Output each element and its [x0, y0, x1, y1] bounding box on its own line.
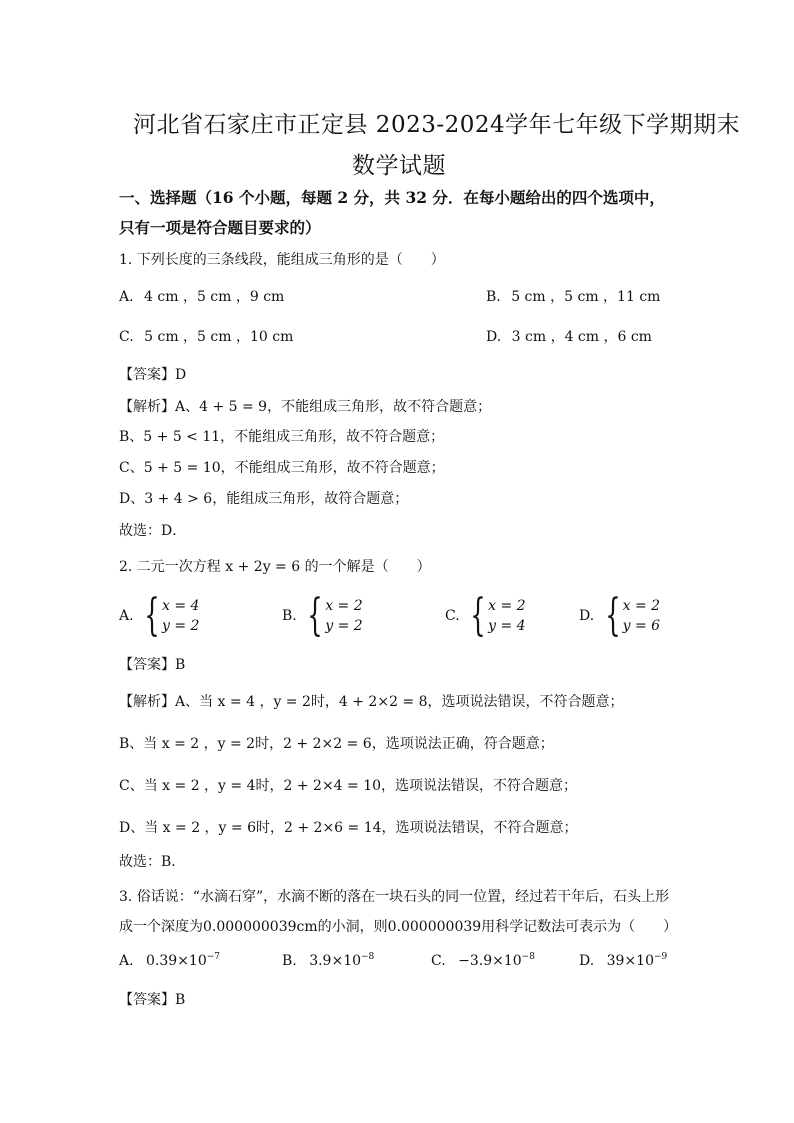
- q2-option-b-row1: x = 2: [325, 598, 363, 614]
- q3-option-b-exp: −8: [361, 952, 375, 962]
- q2-option-a-row2: y = 2: [162, 618, 200, 634]
- q2-option-d-label: D.: [579, 608, 595, 624]
- q3-option-d-label: D.: [579, 953, 595, 969]
- title-line-1: 河北省石家庄市正定县 2023-2024学年七年级下学期期末: [133, 112, 741, 138]
- brace-icon: {: [307, 590, 323, 641]
- q2-option-c: [445, 590, 526, 641]
- section-heading-line-1: 一、选择题（16 个小题，每题 2 分，共 32 分．在每小题给出的四个选项中，: [119, 188, 665, 207]
- q1-analysis-4: D、3 + 4 > 6，能组成三角形，故符合题意；: [119, 491, 409, 507]
- q1-option-d: [486, 326, 652, 346]
- q2-option-b-system: [301, 590, 363, 641]
- q3-option-b-base: 3.9×10: [309, 953, 362, 969]
- q3-option-d-exp: −9: [654, 952, 668, 962]
- q3-option-c-base: −3.9×10: [458, 953, 522, 969]
- q2-option-d-system: [599, 590, 661, 641]
- q3-option-c-exp: −8: [521, 952, 535, 962]
- q1-option-b-label: B.: [486, 289, 501, 305]
- q3-stem-line-2: 成一个深度为0.000000039cm的小洞，则0.000000039用科学记数法可表示为（ ）: [119, 919, 678, 935]
- q1-analysis-1: 【解析】A、4 + 5 = 9，不能组成三角形，故不符合题意；: [119, 399, 492, 415]
- q3-option-d-base: 39×10: [606, 953, 654, 969]
- q2-option-c-row2: y = 4: [488, 618, 526, 634]
- q2-option-c-label: C.: [445, 608, 460, 624]
- q2-analysis-3: C、当 x = 2 ，y = 4时，2 + 2×4 = 10，选项说法错误，不符合题意；: [119, 778, 578, 794]
- q2-option-d-row2: y = 6: [622, 618, 661, 634]
- q1-analysis-3: C、5 + 5 = 10，不能组成三角形，故不符合题意；: [119, 460, 445, 476]
- q1-option-c-label: C.: [119, 329, 134, 345]
- q1-stem: 1. 下列长度的三条线段，能组成三角形的是（ ）: [119, 252, 445, 268]
- q1-option-a-text: 4 cm ，5 cm ，9 cm: [144, 289, 285, 305]
- q1-option-b-text: 5 cm ，5 cm ，11 cm: [511, 289, 661, 305]
- q3-option-a-label: A.: [119, 953, 134, 969]
- q2-option-c-system: [464, 590, 526, 641]
- q2-analysis-4: D、当 x = 2 ，y = 6时，2 + 2×6 = 14，选项说法错误，不符合题意；: [119, 820, 578, 836]
- q3-option-b-label: B.: [282, 953, 297, 969]
- q3-answer: 【答案】B: [119, 992, 186, 1008]
- q2-analysis-2: B、当 x = 2 ，y = 2时，2 + 2×2 = 6，选项说法正确，符合题意；: [119, 736, 554, 752]
- q1-option-a: [119, 286, 284, 306]
- q2-option-a-system: [138, 590, 200, 641]
- q2-option-b-label: B.: [282, 608, 297, 624]
- q3-option-a: [119, 952, 220, 969]
- q1-option-b: [486, 286, 660, 306]
- q2-analysis-1: 【解析】A、当 x = 4 ，y = 2时，4 + 2×2 = 8，选项说法错误，不符合题意；: [119, 694, 624, 710]
- q2-option-a-row1: x = 4: [162, 598, 200, 614]
- q1-option-a-label: A.: [119, 289, 134, 305]
- q1-option-c: [119, 326, 293, 346]
- q1-answer: 【答案】D: [119, 367, 187, 383]
- q2-option-a-label: A.: [119, 608, 134, 624]
- brace-icon: {: [604, 590, 621, 641]
- q2-option-d-row1: x = 2: [622, 598, 661, 614]
- brace-icon: {: [144, 590, 160, 641]
- title-line-2: 数学试题: [352, 153, 446, 179]
- q2-option-d: [579, 590, 661, 641]
- q2-option-a: [119, 590, 200, 641]
- q3-option-c: [431, 952, 535, 969]
- q3-option-c-label: C.: [431, 953, 446, 969]
- q2-stem: 2. 二元一次方程 x + 2y = 6 的一个解是（ ）: [119, 559, 431, 575]
- q2-option-b-row2: y = 2: [325, 618, 363, 634]
- q1-option-d-label: D.: [486, 329, 502, 345]
- q2-analysis-5: 故选：B．: [119, 854, 186, 870]
- q2-answer: 【答案】B: [119, 657, 186, 673]
- q3-option-d: [579, 952, 667, 969]
- q2-option-c-row1: x = 2: [488, 598, 526, 614]
- q3-option-a-exp: −7: [206, 952, 221, 962]
- q3-option-a-base: 0.39×10: [146, 953, 207, 969]
- section-heading-line-2: 只有一项是符合题目要求的）: [119, 218, 321, 237]
- q1-option-d-text: 3 cm ，4 cm ，6 cm: [511, 329, 652, 345]
- q2-option-b: [282, 590, 363, 641]
- q3-option-b: [282, 952, 374, 969]
- q3-stem-line-1: 3. 俗话说：“水滴石穿”，水滴不断的落在一块石头的同一位置，经过若干年后，石头上形: [119, 889, 670, 905]
- q1-option-c-text: 5 cm ，5 cm ，10 cm: [144, 329, 294, 345]
- brace-icon: {: [470, 590, 486, 641]
- q1-analysis-2: B、5 + 5 < 11，不能组成三角形，故不符合题意；: [119, 429, 445, 445]
- q1-analysis-5: 故选：D．: [119, 523, 187, 539]
